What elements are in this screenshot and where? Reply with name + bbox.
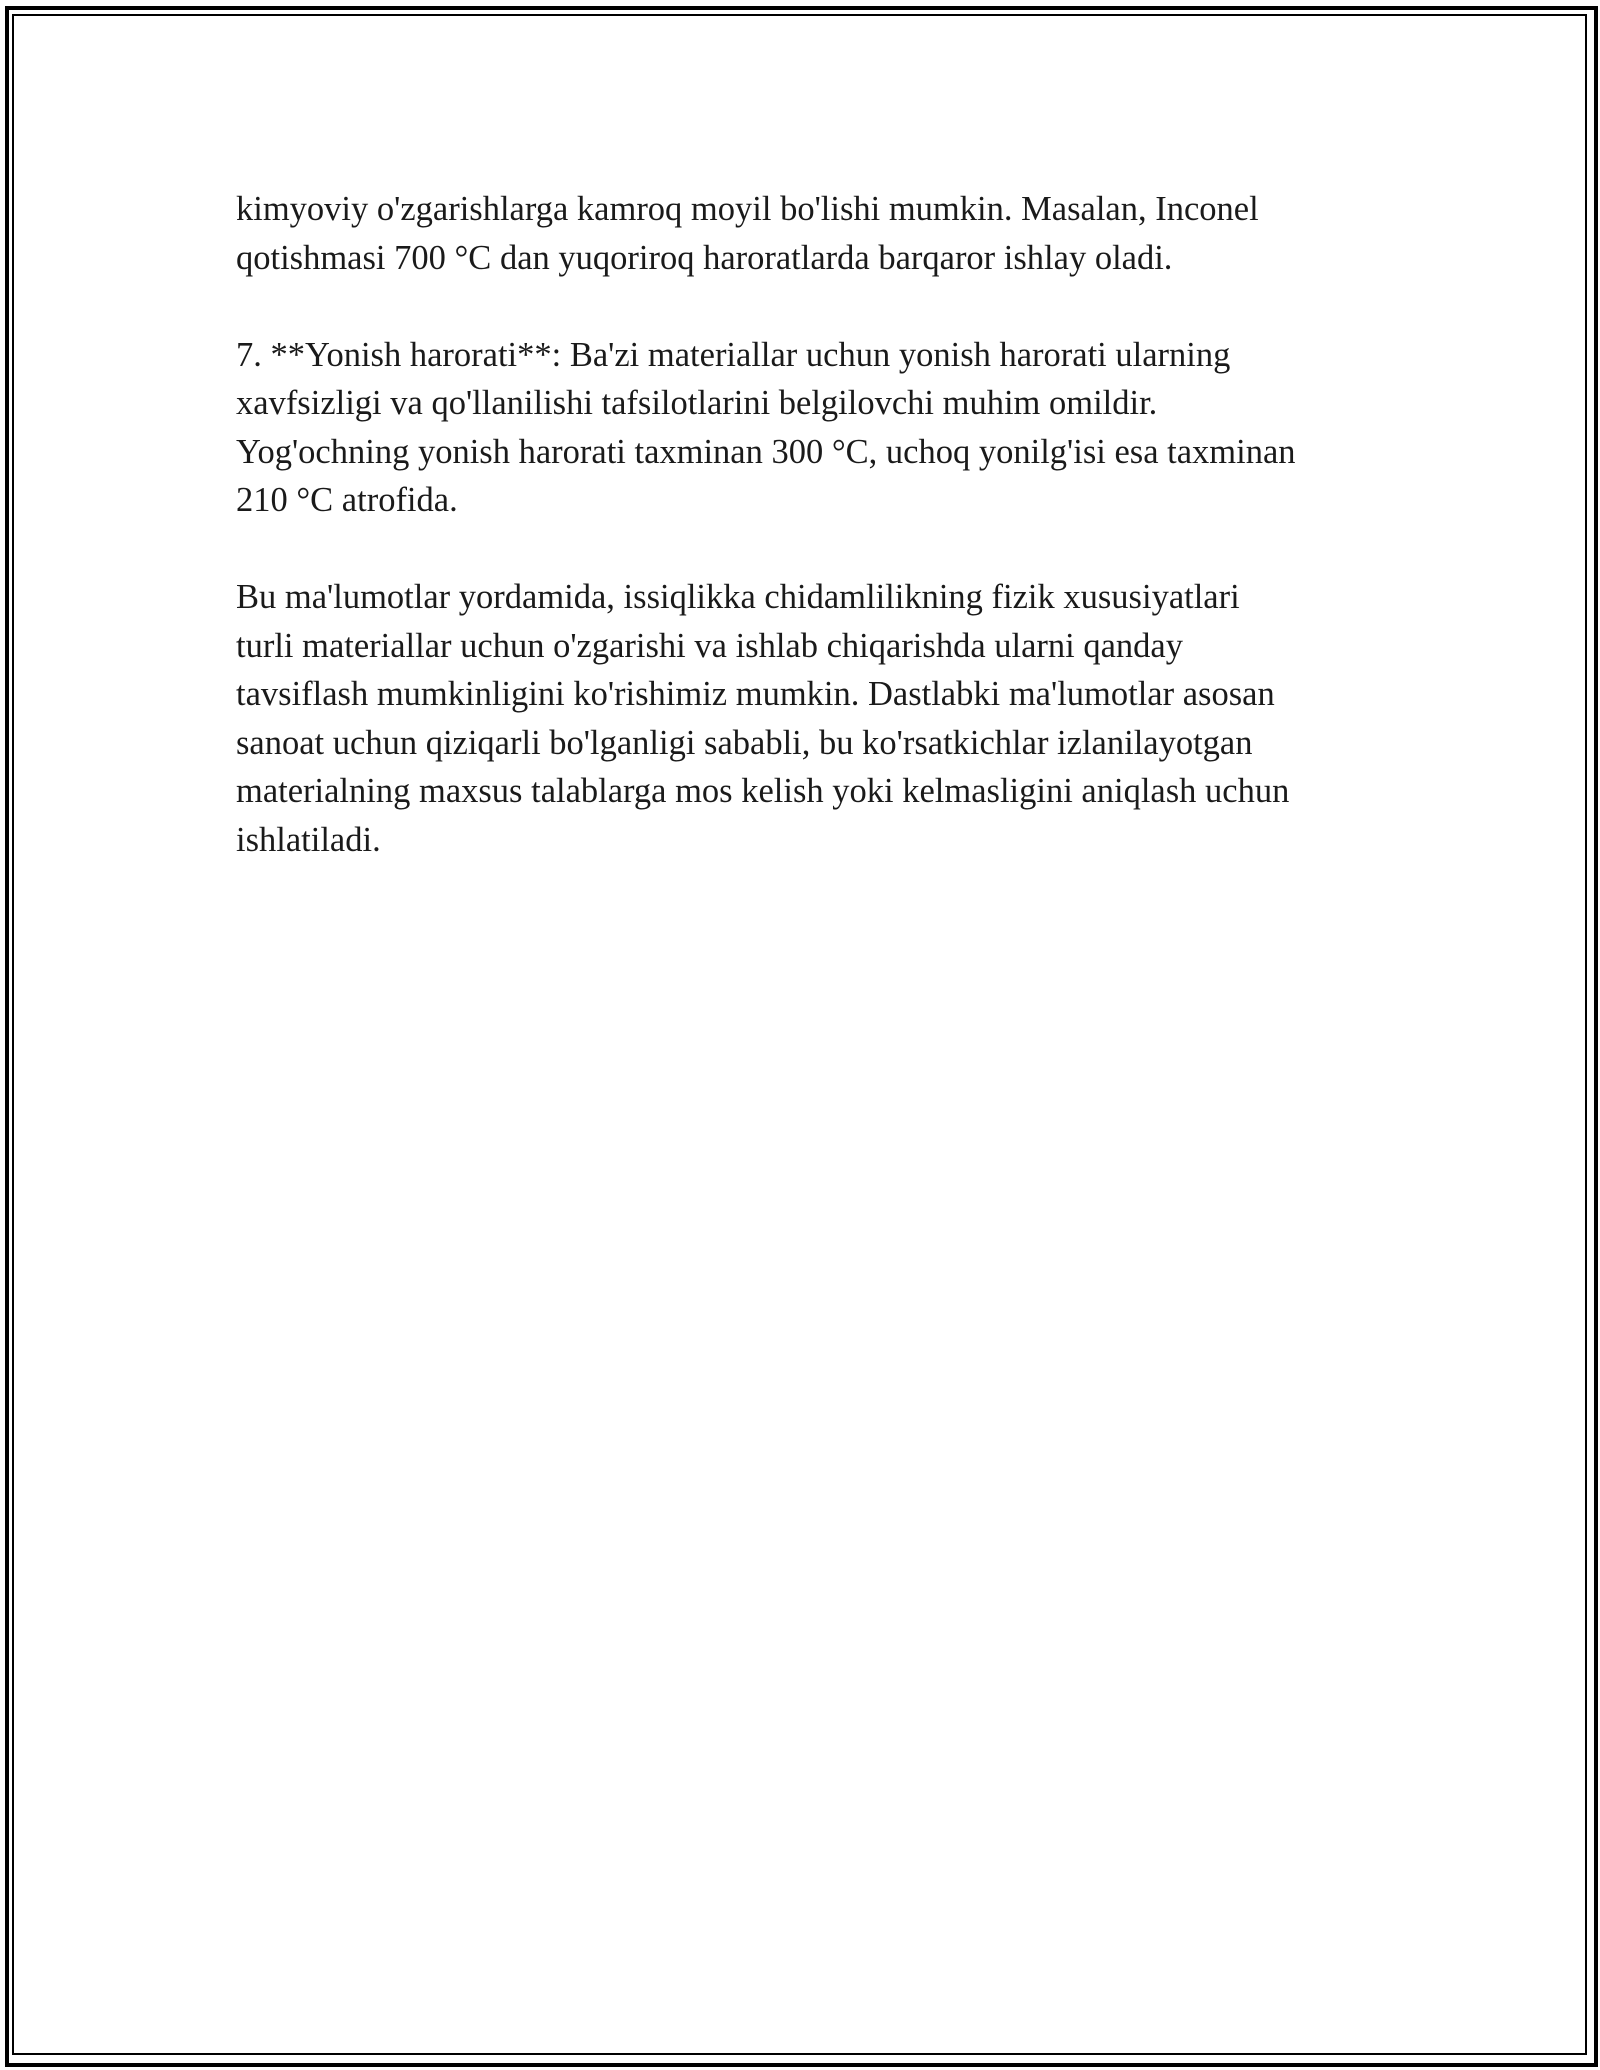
- document-body: [236, 185, 1386, 913]
- paragraph-conclusion: Bu ma'lumotlar yordamida, issiqlikka chidamlilikning fizik xususiyatlari turli materiallar uchun o'zgarishi va ishlab chiqarishda ularni qanday tavsiflash mumkinligini ko'rishimiz mumkin. Dastlabki ma'lumotlar asosan sanoat uchun qiziqarli bo'lganligi sababli, bu ko'rsatkichlar izlanilayotgan materialning maxsus talablarga mos kelish yoki kelmasligini aniqlash uchun ishlatiladi.: [236, 578, 1290, 859]
- paragraph-continuation: kimyoviy o'zgarishlarga kamroq moyil bo'lishi mumkin. Masalan, Inconel qotishmasi 700 °C dan yuqoriroq haroratlarda barqaror ishlay oladi.: [236, 190, 1259, 277]
- paragraph-list-item-7: 7. **Yonish harorati**: Ba'zi materiallar uchun yonish harorati ularning xavfsizligi va qo'llanilishi tafsilotlarini belgilovchi muhim omildir. Yog'ochning yonish harorati taxminan 300 °C, uchoq yonilg'isi esa taxminan 210 °C atrofida.: [236, 335, 1296, 519]
